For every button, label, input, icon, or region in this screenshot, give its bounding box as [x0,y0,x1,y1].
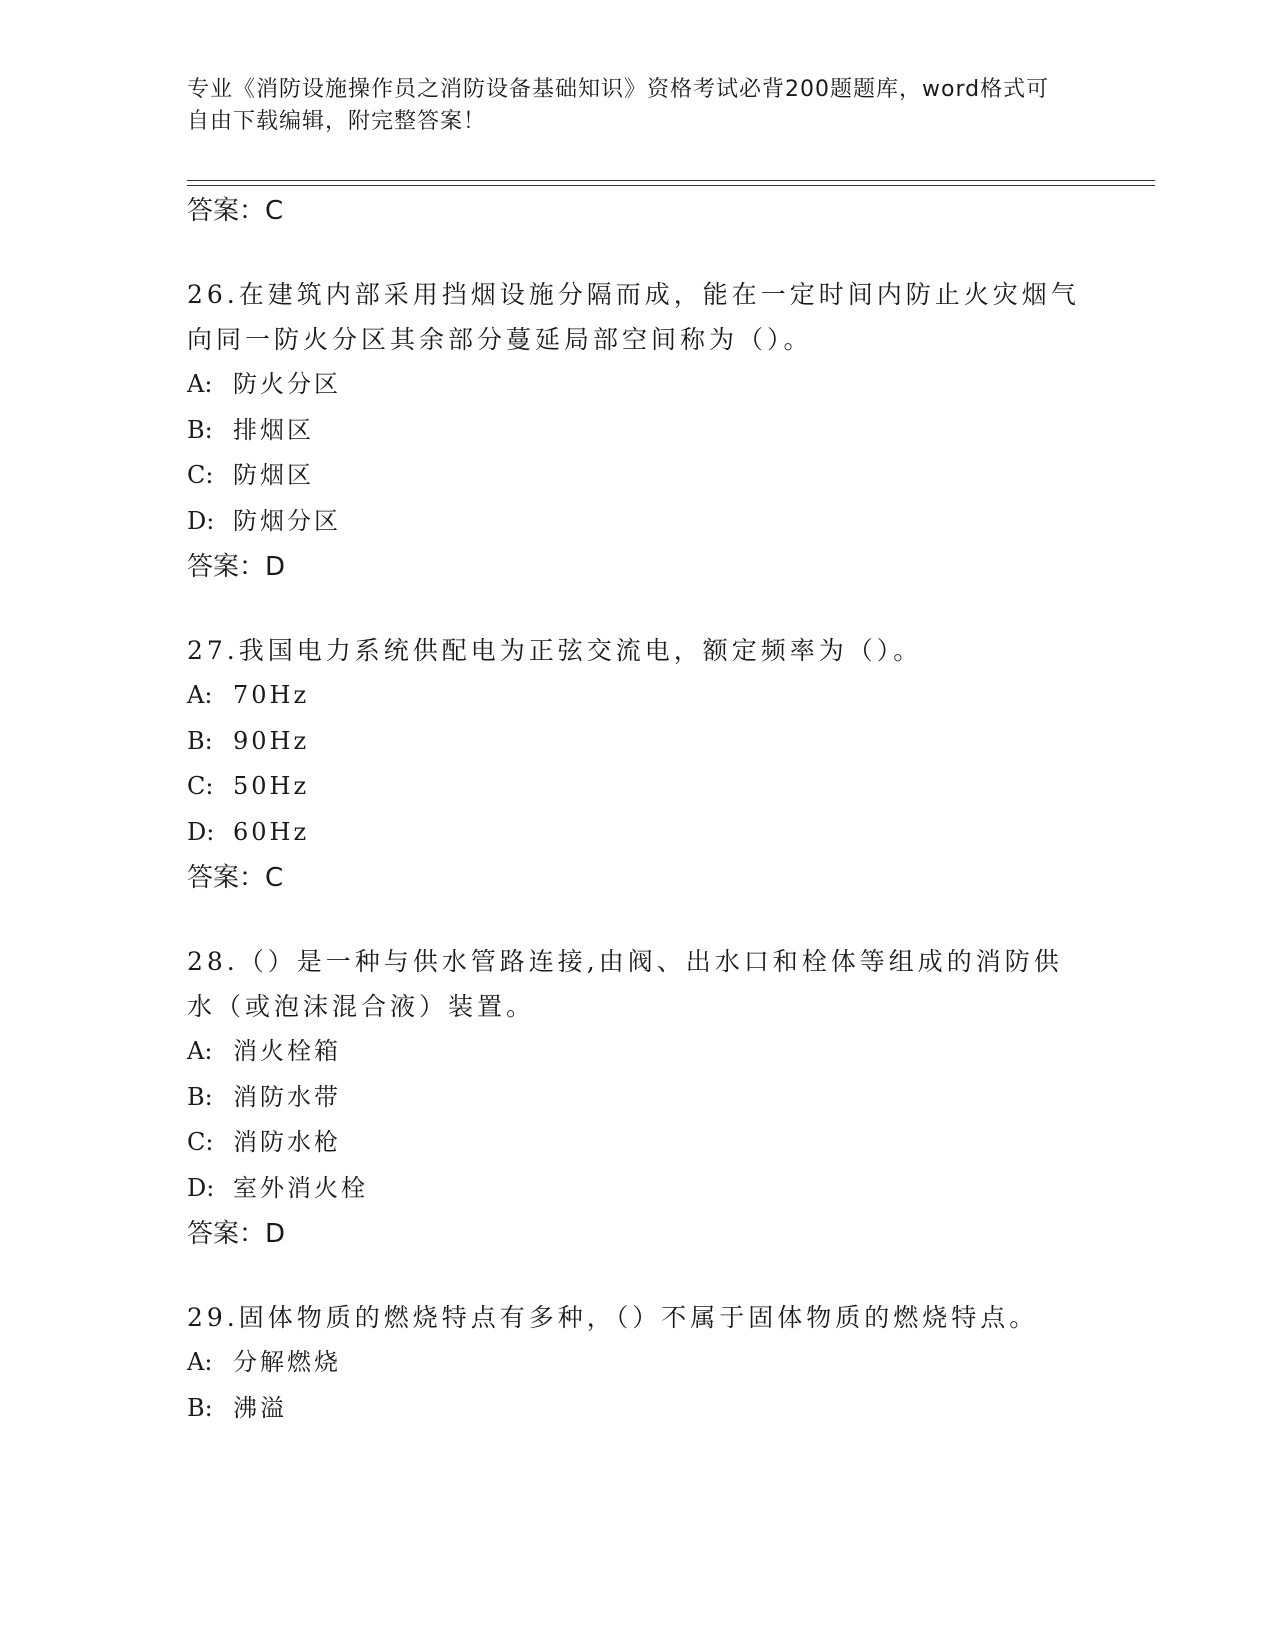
previous-answer: 答案：C [187,196,284,226]
option-label: A: [187,1037,213,1065]
answer-line: 答案：D [187,552,286,582]
option-text: 防火分区 [233,370,341,398]
option-text: 70Hz [233,681,310,709]
option-text: 室外消火栓 [233,1173,368,1202]
question-stem: 26.在建筑内部采用挡烟设施分隔而成，能在一定时间内防止火灾烟气向同一防火分区其余部分蔓延局部空间称为（）。 [187,280,1080,354]
option-text: 50Hz [233,772,310,800]
option-b [187,1075,1087,1121]
question-27 [187,628,1087,901]
question-28 [187,939,1087,1257]
option-label: B: [187,1082,213,1111]
question-stem: 27.我国电力系统供配电为正弦交流电，额定频率为（）。 [187,636,923,665]
option-text: 防烟区 [233,461,314,489]
option-label: C: [187,772,214,800]
option-text: 90Hz [233,726,310,755]
option-label: B: [187,726,213,755]
option-label: D: [187,506,215,535]
option-text: 消防水带 [233,1082,341,1111]
question-stem: 29.固体物质的燃烧特点有多种，（）不属于固体物质的燃烧特点。 [187,1303,1039,1332]
option-label: A: [187,370,213,398]
option-text: 分解燃烧 [233,1348,341,1376]
option-text: 沸溢 [233,1393,287,1422]
option-label: A: [187,1348,213,1376]
option-text: 排烟区 [233,415,314,444]
option-text: 消防水枪 [233,1128,341,1156]
option-c [187,1120,1087,1166]
option-b [187,719,1087,765]
option-a [187,1029,1087,1075]
option-label: A: [187,681,213,709]
option-label: D: [187,1173,215,1202]
option-text: 60Hz [233,817,310,846]
answer-line: 答案：C [187,863,284,893]
option-d [187,1166,1087,1212]
option-d [187,810,1087,856]
option-label: B: [187,1393,213,1422]
option-d [187,499,1087,545]
option-c [187,453,1087,499]
question-29 [187,1295,1087,1431]
header-divider-top [187,180,1155,181]
option-text: 防烟分区 [233,506,341,535]
option-c [187,764,1087,810]
document-header: 专业《消防设施操作员之消防设备基础知识》资格考试必背200题题库，word格式可自由下载编辑，附完整答案！ [187,77,1050,134]
question-26 [187,272,1087,590]
option-label: D: [187,817,215,846]
option-b [187,408,1087,454]
option-label: C: [187,461,214,489]
answer-line: 答案：D [187,1219,286,1249]
option-a [187,1340,1087,1386]
option-text: 消火栓箱 [233,1037,341,1065]
option-label: B: [187,415,213,444]
question-list [187,188,1087,1431]
header-divider-bottom [187,185,1155,186]
option-b [187,1386,1087,1432]
option-a [187,362,1087,408]
option-a [187,673,1087,719]
question-stem: 28.（）是一种与供水管路连接,由阀、出水口和栓体等组成的消防供水（或泡沫混合液）装置。 [187,947,1063,1021]
option-label: C: [187,1128,214,1156]
